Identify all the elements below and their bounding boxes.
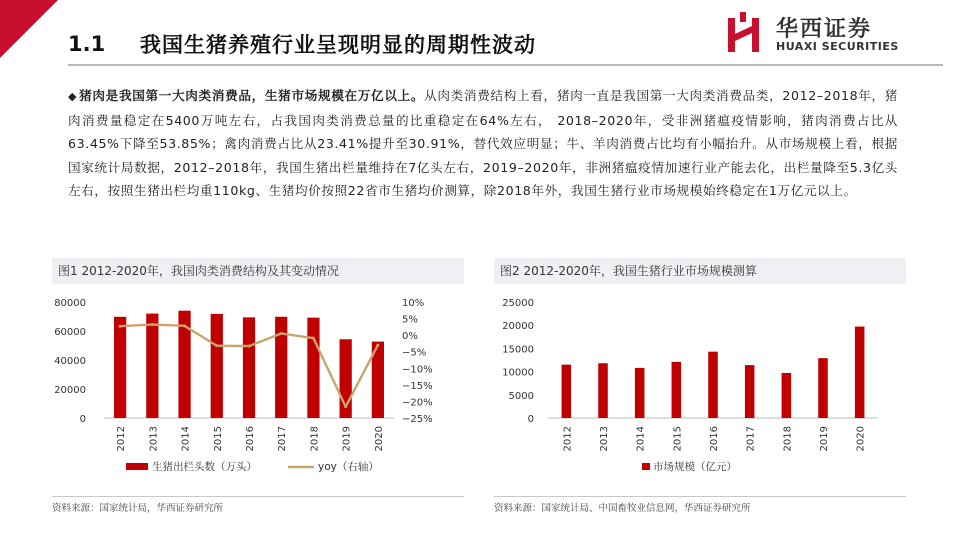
- chart1-yoy-point: [280, 332, 283, 335]
- bullet-icon: ◆: [68, 90, 78, 103]
- chart1-right-tick-label: 10%: [402, 298, 425, 309]
- huaxi-logo: [726, 12, 899, 56]
- chart1-x-tick-label: 2016: [245, 426, 256, 452]
- section-title-bar: [68, 28, 536, 60]
- chart1-bar: [307, 318, 319, 418]
- chart1-x-tick-label: 2014: [180, 426, 192, 452]
- chart1-yoy-point: [248, 345, 251, 348]
- chart1-legend-bar-swatch: [126, 463, 148, 470]
- chart2-x-tick-label: 2015: [672, 426, 684, 452]
- logo-chinese-name: 华西证券: [776, 17, 873, 42]
- chart1-legend-bar-label: 生猪出栏头数（万头）: [152, 461, 257, 473]
- chart2-y-tick-label: 5000: [508, 390, 534, 402]
- chart1-x-tick-label: 2020: [373, 426, 385, 452]
- title-divider: [68, 64, 943, 66]
- chart1-x-tick-label: 2019: [341, 426, 353, 452]
- chart1-yoy-point: [215, 344, 218, 347]
- chart1-x-tick-label: 2017: [277, 426, 289, 452]
- chart2-bar: [782, 373, 792, 418]
- chart1-yoy-point: [151, 323, 154, 326]
- chart1-legend-line-label: yoy（右轴）: [318, 461, 379, 473]
- chart2-y-tick-label: 0: [527, 414, 534, 425]
- chart2-bar: [672, 362, 682, 418]
- paragraph-body: 从肉类消费结构上看，猪肉一直是我国第一大肉类消费品类，2012–2018年，猪肉消费量稳定在5400万吨左右，占我国肉类消费总量的比重稳定在64%左右， 2018–2020年，受非洲猪瘟疫情影响，猪肉消费占比从63.45%下降至53.85%；禽肉消费占比从23.41%提升至30.91%，替代效应明显；牛、羊肉消费占比均有小幅抬升。从市场规模上看，根据国家统计局数据，2012–2018年，我国生猪出栏量维持在7亿头左右，2019–2020年，非洲猪瘟疫情加速行业产能去化，出栏量降至5.3亿头左右，按照生猪出栏均重110kg、生猪均价按照22省市生猪均价测算，除2018年外，我国生猪行业市场规模始终稳定在1万亿元以上。: [68, 88, 899, 198]
- chart2-bar: [745, 365, 755, 418]
- chart2-bar: [818, 358, 828, 418]
- chart2-y-tick-label: 15000: [502, 344, 534, 356]
- chart2-x-tick-label: 2012: [562, 426, 574, 452]
- chart2-x-tick-label: 2018: [782, 426, 794, 452]
- chart2-legend-label: 市场规模（亿元）: [653, 461, 737, 473]
- summary-paragraph: [68, 84, 898, 203]
- chart2-bar: [855, 327, 865, 418]
- paragraph-lead: 猪肉是我国第一大肉类消费品，生猪市场规模在万亿以上。: [79, 88, 425, 103]
- chart2-x-tick-label: 2020: [855, 426, 867, 452]
- chart1-yoy-point: [344, 405, 347, 408]
- figure2-source: 资料来源：国家统计局、中国畜牧业信息网，华西证券研究所: [494, 503, 751, 514]
- chart1-left-tick-label: 80000: [54, 298, 86, 309]
- chart2-bar: [598, 363, 608, 418]
- chart1-x-tick-label: 2012: [116, 426, 128, 452]
- figure2-panel: [494, 258, 906, 492]
- chart2-y-tick-label: 10000: [502, 367, 534, 379]
- figure2-caption: 图2 2012-2020年，我国生猪行业市场规模测算: [494, 258, 906, 284]
- chart2-y-tick-label: 20000: [502, 321, 534, 333]
- chart1-right-tick-label: −15%: [402, 380, 433, 392]
- chart1-left-tick-label: 20000: [54, 385, 86, 396]
- section-number: 1.1: [68, 32, 106, 56]
- chart1-x-tick-label: 2015: [212, 426, 224, 452]
- chart1-right-tick-label: −25%: [402, 414, 433, 425]
- logo-english-name: HUAXI SECURITIES: [776, 40, 899, 53]
- chart1-right-tick-label: −20%: [402, 397, 433, 409]
- chart1-bar: [211, 314, 223, 418]
- chart1-left-tick-label: 0: [79, 414, 86, 425]
- huaxi-logo-mark: [726, 12, 766, 56]
- chart2-bar: [562, 365, 572, 418]
- chart1-svg: [52, 284, 464, 492]
- chart1-x-tick-label: 2018: [309, 426, 321, 452]
- chart2-x-tick-label: 2013: [599, 426, 610, 452]
- chart1-yoy-point: [376, 344, 379, 347]
- chart1-yoy-point: [183, 324, 186, 327]
- chart1-left-tick-label: 40000: [54, 356, 86, 367]
- chart1-x-tick-label: 2013: [148, 426, 160, 452]
- chart1-bar: [243, 317, 255, 418]
- chart2-bar: [635, 368, 645, 418]
- chart2-x-tick-label: 2019: [819, 426, 830, 452]
- figure1-caption: 图1 2012-2020年，我国肉类消费结构及其变动情况: [52, 258, 464, 284]
- chart1-bar: [146, 314, 158, 418]
- figure2-source-divider: [494, 496, 906, 497]
- chart2-svg: [494, 284, 906, 492]
- figure1-source: 资料来源：国家统计局，华西证券研究所: [52, 503, 224, 514]
- chart1-right-tick-label: −5%: [402, 347, 427, 359]
- chart2-bar: [708, 352, 718, 418]
- section-title: 我国生猪养殖行业呈现明显的周期性波动: [140, 33, 536, 57]
- chart2-x-tick-label: 2016: [709, 426, 720, 452]
- chart1-bar: [275, 317, 287, 418]
- figure1-panel: [52, 258, 464, 492]
- chart2-legend-swatch: [642, 463, 650, 470]
- chart1-yoy-point: [312, 337, 315, 340]
- chart1-yoy-point: [119, 325, 122, 328]
- chart1-bar: [114, 317, 126, 418]
- chart1-right-tick-label: 0%: [402, 331, 418, 343]
- corner-triangle: [0, 0, 58, 58]
- chart1-right-tick-label: −10%: [402, 364, 433, 376]
- chart1-right-tick-label: 5%: [402, 314, 418, 326]
- chart2-x-tick-label: 2017: [745, 426, 757, 452]
- chart1-left-tick-label: 60000: [54, 327, 86, 338]
- chart2-y-tick-label: 25000: [502, 298, 534, 309]
- chart2-x-tick-label: 2014: [635, 426, 647, 452]
- figure1-source-divider: [52, 496, 464, 497]
